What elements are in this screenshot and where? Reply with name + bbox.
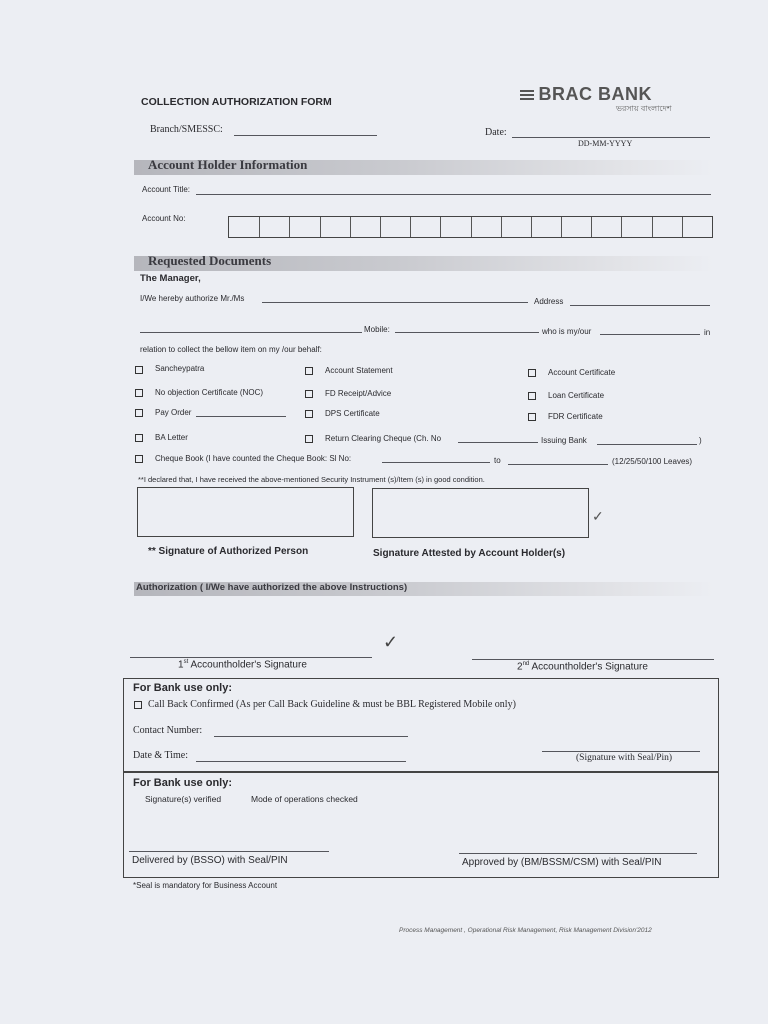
cheque-serial-to-input[interactable] <box>508 464 608 465</box>
bank-name: BRAC BANK <box>538 84 652 104</box>
date-label: Date: <box>485 127 507 138</box>
account-digit-divider <box>682 217 683 237</box>
fdr-certificate-label: FDR Certificate <box>548 412 603 421</box>
date-input[interactable] <box>512 137 710 138</box>
mode-checked-label: Mode of operations checked <box>251 794 358 804</box>
noc-checkbox[interactable] <box>135 389 143 397</box>
bank-logo <box>520 84 652 105</box>
return-cheque-checkbox[interactable] <box>305 435 313 443</box>
address-label: Address <box>534 297 564 306</box>
fdr-certificate-checkbox[interactable] <box>528 413 536 421</box>
date-time-input[interactable] <box>196 761 406 762</box>
bank-signature-line-1[interactable] <box>542 751 700 752</box>
contact-number-label: Contact Number: <box>133 725 203 736</box>
relation-input[interactable] <box>600 334 700 335</box>
account-digit-divider <box>410 217 411 237</box>
to-label: to <box>494 456 501 465</box>
signature-check-icon: ✓ <box>383 632 399 652</box>
account-title-label: Account Title: <box>142 185 191 194</box>
attested-signature-label: Signature Attested by Account Holder(s) <box>373 548 566 559</box>
pay-order-checkbox[interactable] <box>135 409 143 417</box>
division-footer: Process Management , Operational Risk Management, Risk Management Division'2012 <box>399 927 652 934</box>
attested-signature-box[interactable] <box>372 488 589 538</box>
in-label: in <box>704 328 711 337</box>
sancheypatra-label: Sancheypatra <box>155 364 205 373</box>
account-digit-divider <box>591 217 592 237</box>
account-title-input[interactable] <box>196 194 711 195</box>
loan-certificate-label: Loan Certificate <box>548 391 605 400</box>
account-statement-checkbox[interactable] <box>305 367 313 375</box>
issuing-bank-label: Issuing Bank <box>541 436 587 445</box>
cheque-number-input[interactable] <box>458 442 538 443</box>
brac-logo-icon <box>520 89 534 100</box>
cheque-book-checkbox[interactable] <box>135 455 143 463</box>
date-format-hint: DD-MM-YYYY <box>578 139 633 148</box>
account-digit-divider <box>621 217 622 237</box>
account-statement-label: Account Statement <box>325 366 393 375</box>
account-digit-divider <box>531 217 532 237</box>
noc-label: No objection Certificate (NOC) <box>155 388 264 397</box>
requested-documents-banner <box>134 253 714 271</box>
salutation: The Manager, <box>140 273 201 284</box>
bank-use-title-2: For Bank use only: <box>133 777 233 789</box>
second-signature-line[interactable] <box>472 659 714 660</box>
account-digit-divider <box>561 217 562 237</box>
ba-letter-checkbox[interactable] <box>135 434 143 442</box>
bank-use-title-1: For Bank use only: <box>133 682 233 694</box>
call-back-label: Call Back Confirmed (As per Call Back Guideline & must be BBL Registered Mobile only) <box>148 699 516 710</box>
authorization-title: Authorization ( I/We have authorized the above Instructions) <box>136 582 408 593</box>
signature-verified-label: Signature(s) verified <box>145 794 222 804</box>
requested-documents-title: Requested Documents <box>148 253 272 268</box>
account-no-label: Account No: <box>142 214 186 223</box>
cheque-serial-from-input[interactable] <box>382 462 490 463</box>
approved-signature-line[interactable] <box>459 853 697 854</box>
delivered-signature-line[interactable] <box>129 851 329 852</box>
first-signature-line[interactable] <box>130 657 372 658</box>
first-signature-label: 1st Accountholder's Signature <box>178 659 307 671</box>
form-title: COLLECTION AUTHORIZATION FORM <box>141 96 332 108</box>
branch-label: Branch/SMESSC: <box>150 124 223 135</box>
address-input[interactable] <box>570 305 710 306</box>
authorized-person-input[interactable] <box>262 302 528 303</box>
loan-certificate-checkbox[interactable] <box>528 392 536 400</box>
sancheypatra-checkbox[interactable] <box>135 366 143 374</box>
account-digit-divider <box>320 217 321 237</box>
check-mark-icon: ✓ <box>592 508 604 524</box>
account-certificate-checkbox[interactable] <box>528 369 536 377</box>
account-digit-divider <box>380 217 381 237</box>
fd-receipt-label: FD Receipt/Advice <box>325 389 392 398</box>
mobile-label: Mobile: <box>364 325 390 334</box>
date-time-label: Date & Time: <box>133 750 189 761</box>
cheque-book-label: Cheque Book (I have counted the Cheque Book: Sl No: <box>155 454 352 463</box>
fd-receipt-checkbox[interactable] <box>305 390 313 398</box>
account-number-grid[interactable] <box>228 216 713 238</box>
leaves-label: (12/25/50/100 Leaves) <box>612 457 693 466</box>
approved-label: Approved by (BM/BSSM/CSM) with Seal/PIN <box>462 857 662 868</box>
who-is-label: who is my/our <box>542 327 592 336</box>
return-cheque-label: Return Clearing Cheque (Ch. No <box>325 434 442 443</box>
dps-certificate-label: DPS Certificate <box>325 409 380 418</box>
account-digit-divider <box>652 217 653 237</box>
account-digit-divider <box>440 217 441 237</box>
pay-order-input[interactable] <box>196 416 286 417</box>
account-info-banner <box>134 157 714 175</box>
call-back-checkbox[interactable] <box>134 701 142 709</box>
account-digit-divider <box>259 217 260 237</box>
contact-number-input[interactable] <box>214 736 408 737</box>
branch-input[interactable] <box>234 135 377 136</box>
authorization-banner <box>134 582 714 596</box>
account-digit-divider <box>501 217 502 237</box>
authorized-signature-label: ** Signature of Authorized Person <box>148 546 309 557</box>
account-digit-divider <box>471 217 472 237</box>
relation-text: relation to collect the bellow item on my /our behalf: <box>140 345 322 354</box>
issuing-bank-input[interactable] <box>597 444 697 445</box>
dps-certificate-checkbox[interactable] <box>305 410 313 418</box>
account-digit-divider <box>289 217 290 237</box>
signature-seal-label: (Signature with Seal/Pin) <box>576 753 673 763</box>
bank-tagline: ভরসায় বাংলাদেশ <box>616 104 672 113</box>
authorize-text: I/We hereby authorize Mr./Ms <box>140 294 245 303</box>
delivered-label: Delivered by (BSSO) with Seal/PIN <box>132 855 288 866</box>
authorized-signature-box[interactable] <box>137 487 354 537</box>
close-paren: ) <box>699 436 702 445</box>
declaration-text: **I declared that, I have received the above-mentioned Security Instrument (s)/Item (s) in good condition. <box>138 475 485 484</box>
account-certificate-label: Account Certificate <box>548 368 616 377</box>
pay-order-label: Pay Order <box>155 408 192 417</box>
ba-letter-label: BA Letter <box>155 433 188 442</box>
mobile-input[interactable] <box>395 332 539 333</box>
account-digit-divider <box>350 217 351 237</box>
seal-note: *Seal is mandatory for Business Account <box>133 881 278 890</box>
account-info-title: Account Holder Information <box>148 157 308 172</box>
address-continued-input[interactable] <box>140 332 362 333</box>
second-signature-label: 2nd Accountholder's Signature <box>517 661 648 673</box>
